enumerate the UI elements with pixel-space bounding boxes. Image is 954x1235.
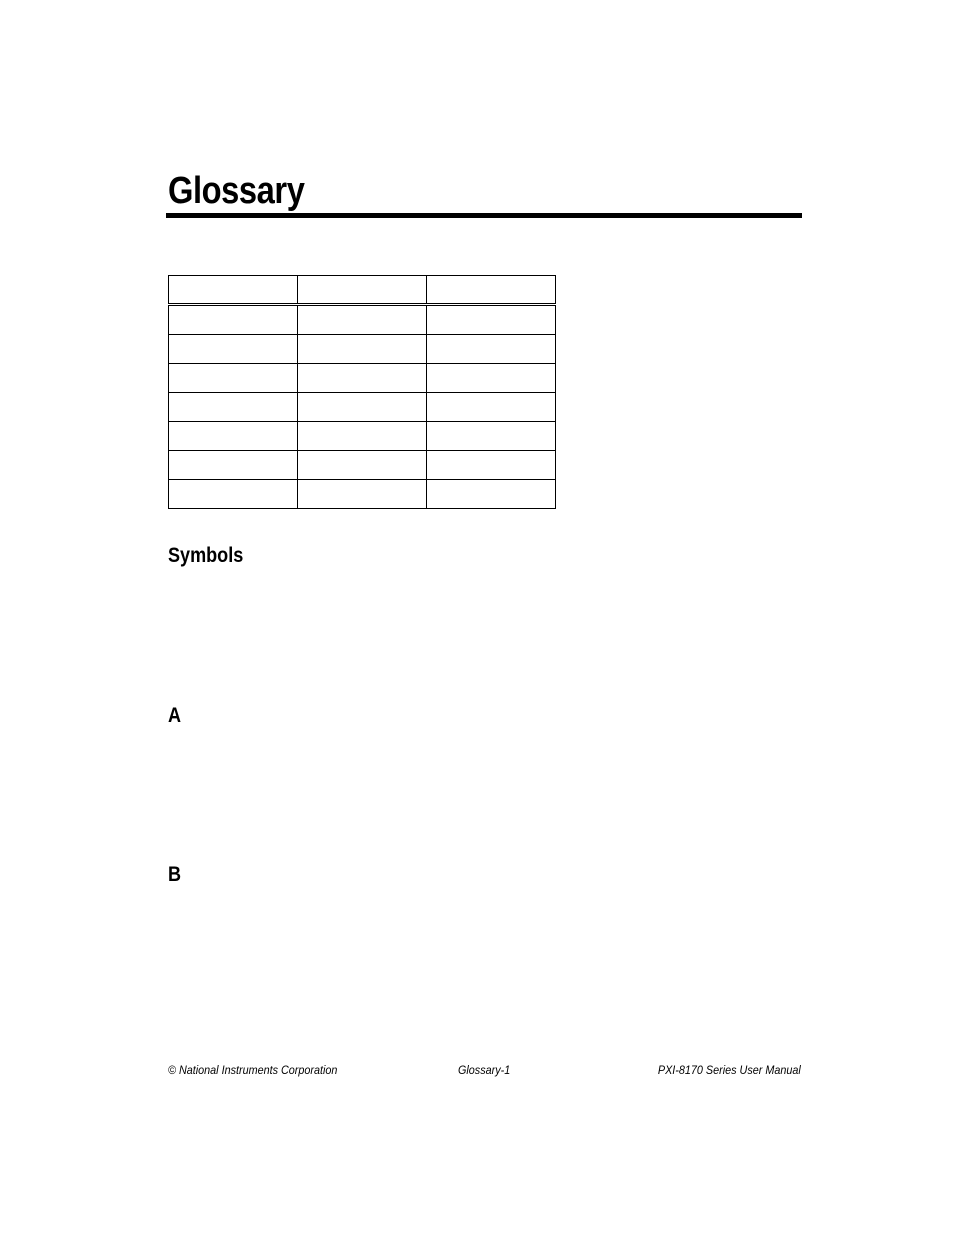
table-header-cell: [427, 276, 556, 305]
table-cell: [427, 422, 556, 451]
table-cell: [169, 393, 298, 422]
table-header-cell: [298, 276, 427, 305]
prefix-table: [168, 275, 556, 509]
table-cell: [427, 335, 556, 364]
table-header-cell: [169, 276, 298, 305]
table-cell: [427, 480, 556, 509]
footer-page-number: Glossary-1: [458, 1063, 511, 1077]
table-row: [169, 393, 556, 422]
table-cell: [298, 364, 427, 393]
table-cell: [169, 364, 298, 393]
page-title: Glossary: [168, 170, 305, 212]
footer-manual-title: PXI-8170 Series User Manual: [658, 1063, 801, 1077]
table-cell: [427, 451, 556, 480]
table-cell: [298, 422, 427, 451]
table-cell: [427, 305, 556, 335]
table-cell: [427, 364, 556, 393]
table-cell: [298, 305, 427, 335]
table-cell: [169, 480, 298, 509]
table-row: [169, 422, 556, 451]
table-cell: [298, 451, 427, 480]
table-header-row: [169, 276, 556, 305]
table-cell: [169, 451, 298, 480]
footer-copyright: © National Instruments Corporation: [168, 1063, 338, 1077]
section-heading-a: A: [168, 704, 182, 727]
table-row: [169, 480, 556, 509]
table-row: [169, 364, 556, 393]
table-cell: [169, 335, 298, 364]
title-rule: [166, 213, 802, 218]
table-cell: [298, 480, 427, 509]
section-heading-symbols: Symbols: [168, 544, 244, 567]
table-row: [169, 335, 556, 364]
section-heading-b: B: [168, 863, 182, 886]
table-cell: [169, 422, 298, 451]
table-row: [169, 451, 556, 480]
table-cell: [169, 305, 298, 335]
table-row: [169, 305, 556, 335]
table-cell: [298, 335, 427, 364]
table-cell: [427, 393, 556, 422]
table-cell: [298, 393, 427, 422]
